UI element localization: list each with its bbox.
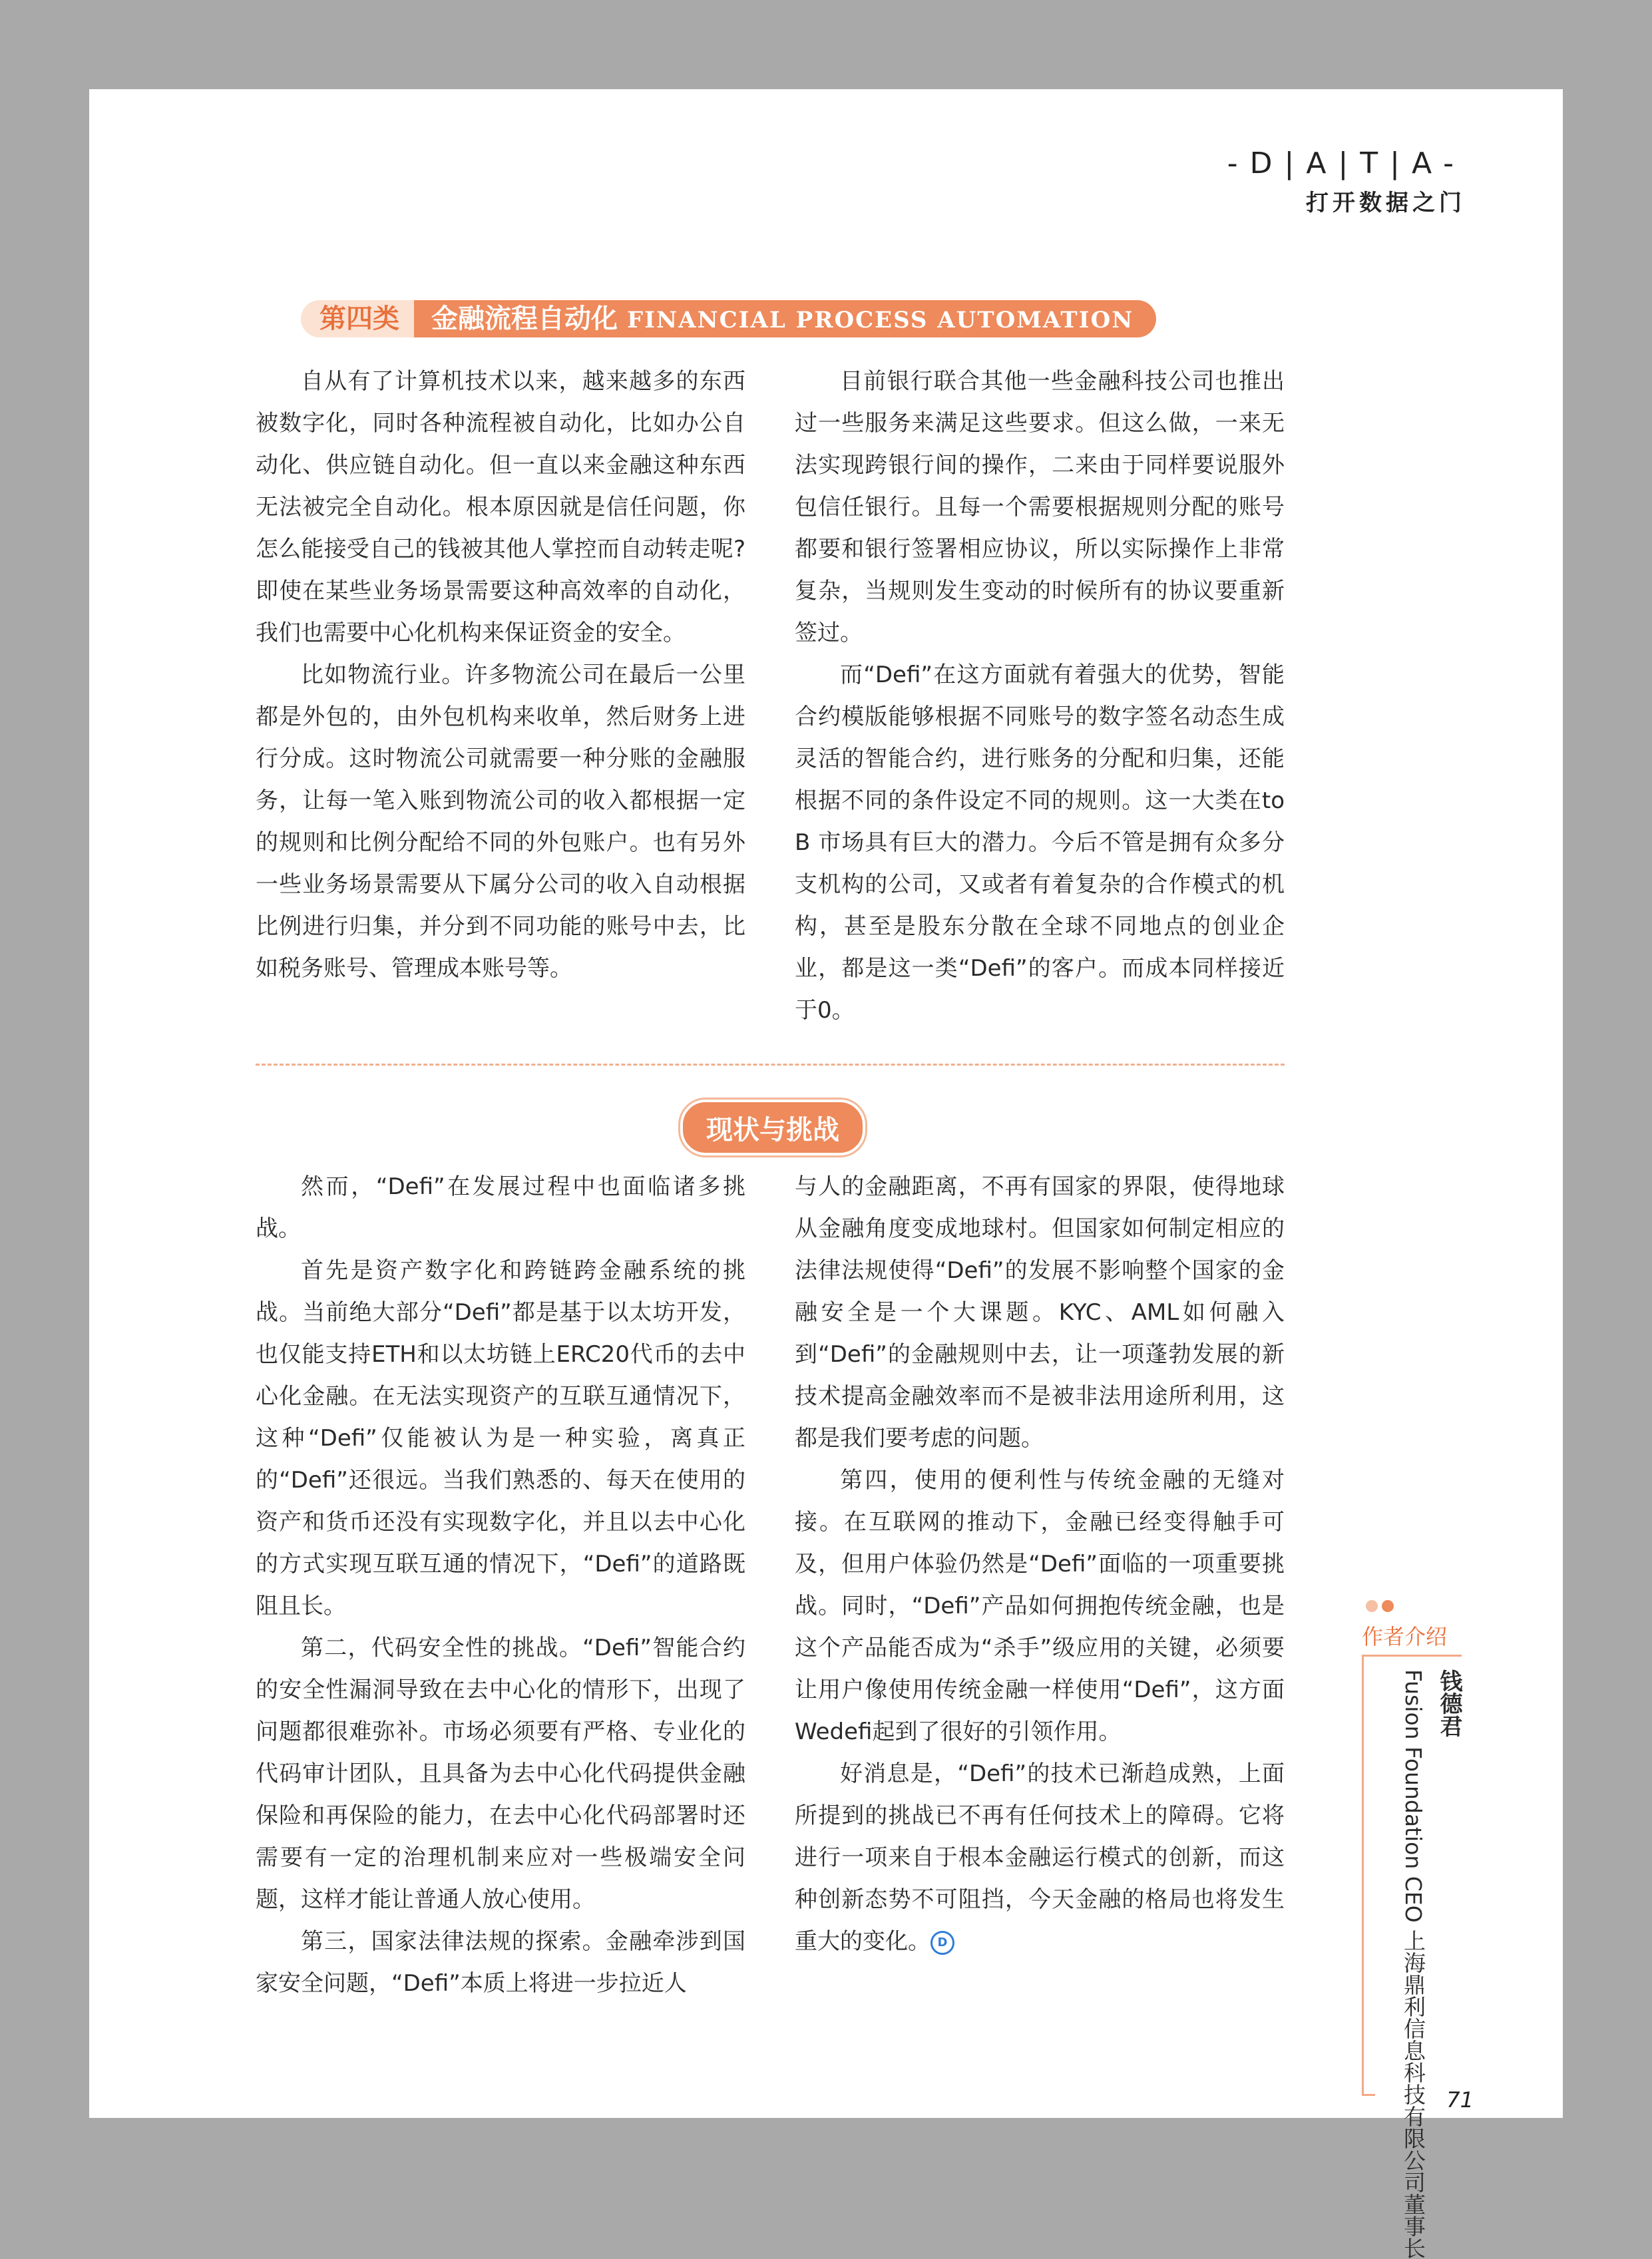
- section2-column-right: [795, 1166, 1285, 1963]
- section1-title-en: FINANCIAL PROCESS AUTOMATION: [627, 307, 1134, 333]
- dot-icon: [1366, 1600, 1378, 1612]
- section1-column-right: [795, 361, 1285, 1032]
- paragraph-text: 好消息是，“Defi”的技术已渐趋成熟，上面所提到的挑战已不再有任何技术上的障碍。它将进行一项来自于根本金融运行模式的创新，而这种创新态势不可阻挡，今天金融的格局也将发生重大的变化。: [795, 1760, 1285, 1955]
- section2-heading: 现状与挑战: [680, 1100, 865, 1155]
- author-rule-bottom: [1362, 2094, 1375, 2096]
- magazine-page: [89, 89, 1563, 2259]
- section1-category: 第四类: [301, 300, 414, 337]
- paragraph: 然而，“Defi”在发展过程中也面临诸多挑战。: [256, 1173, 745, 1242]
- dot-icon: [1382, 1600, 1394, 1612]
- logo-subtitle: 打开数据之门: [1306, 190, 1466, 216]
- paragraph: 第二，代码安全性的挑战。“Defi”智能合约的安全性漏洞导致在去中心化的情形下，出现了问题都很难弥补。市场必须要有严格、专业化的代码审计团队，且具备为去中心化代码提供金融保险和再保险的能力，在去中心化代码部署时还需要有一定的治理机制来应对一些极端安全问题，这样才能让普通人放心使用。: [256, 1635, 745, 1913]
- magazine-logo: [1227, 146, 1466, 217]
- author-rule-top: [1362, 1655, 1462, 1657]
- logo-data-word: -D|A|T|A-: [1227, 146, 1466, 180]
- section1-heading: [301, 297, 1156, 341]
- paragraph: 首先是资产数字化和跨链跨金融系统的挑战。当前绝大部分“Defi”都是基于以太坊开发，也仅能支持ETH和以太坊链上ERC20代币的去中心化金融。在无法实现资产的互联互通情况下，这种“Defi”仅能被认为是一种实验，离真正的“Defi”还很远。当我们熟悉的、每天在使用的资产和货币还没有实现数字化，并且以去中心化的方式实现互联互通的情况下，“Defi”的道路既阻且长。: [256, 1257, 745, 1619]
- paragraph: 第三，国家法律法规的探索。金融牵涉到国家安全问题，“Defi”本质上将进一步拉近人: [256, 1928, 745, 1997]
- section1-title-cn: 金融流程自动化: [431, 303, 618, 334]
- paragraph: 自从有了计算机技术以来，越来越多的东西被数字化，同时各种流程被自动化，比如办公自动化、供应链自动化。但一直以来金融这种东西无法被完全自动化。根本原因就是信任问题，你怎么能接受自己的钱被其他人掌控而自动转走呢? 即使在某些业务场景需要这种高效率的自动化，我们也需要中心化机构来保证资金的安全。: [256, 368, 745, 646]
- paragraph: 与人的金融距离，不再有国家的界限，使得地球从金融角度变成地球村。但国家如何制定相应的法律法规使得“Defi”的发展不影响整个国家的金融安全是一个大课题。KYC、AML如何融入到“Defi”的金融规则中去，让一项蓬勃发展的新技术提高金融效率而不是被非法用途所利用，这都是我们要考虑的问题。: [795, 1173, 1285, 1452]
- author-rule-side: [1362, 1655, 1364, 2094]
- section2-column-left: [256, 1166, 745, 2005]
- author-name: 钱德君: [1436, 1669, 1462, 1737]
- paragraph: 第四，使用的便利性与传统金融的无缝对接。在互联网的推动下，金融已经变得触手可及，但用户体验仍然是“Defi”面临的一项重要挑战。同时，“Defi”产品如何拥抱传统金融，也是这个产品能否成为“杀手”级应用的关键，必须要让用户像使用传统金融一样使用“Defi”，这方面Wedefi起到了很好的引领作用。: [795, 1467, 1285, 1745]
- paragraph: [795, 1753, 1285, 1963]
- section-divider: [256, 1064, 1285, 1066]
- section1-title: [414, 300, 1156, 337]
- article-end-icon: D: [930, 1931, 954, 1955]
- paragraph: 而“Defi”在这方面就有着强大的优势，智能合约模版能够根据不同账号的数字签名动态生成灵活的智能合约，进行账务的分配和归集，还能根据不同的条件设定不同的规则。这一大类在to B 市场具有巨大的潜力。今后不管是拥有众多分支机构的公司，又或者有着复杂的合作模式的机构，甚至是股东分散在全球不同地点的创业企业，都是这一类“Defi”的客户。而成本同样接近于0。: [795, 662, 1285, 1024]
- paragraph: 比如物流行业。许多物流公司在最后一公里都是外包的，由外包机构来收单，然后财务上进行分成。这时物流公司就需要一种分账的金融服务，让每一笔入账到物流公司的收入都根据一定的规则和比例分配给不同的外包账户。也有另外一些业务场景需要从下属分公司的收入自动根据比例进行归集，并分到不同功能的账号中去，比如税务账号、管理成本账号等。: [256, 662, 745, 982]
- section1-column-left: [256, 361, 745, 990]
- paragraph: 目前银行联合其他一些金融科技公司也推出过一些服务来满足这些要求。但这么做，一来无法实现跨银行间的操作，二来由于同样要说服外包信任银行。且每一个需要根据规则分配的账号都要和银行签署相应协议，所以实际操作上非常复杂，当规则发生变动的时候所有的协议要重新签过。: [795, 368, 1285, 646]
- page-number: 71: [1446, 2087, 1474, 2113]
- author-dots: [1366, 1600, 1398, 1615]
- author-title: Fusion Foundation CEO 上海鼎利信息科技有限公司董事长: [1400, 1669, 1426, 2259]
- author-label: 作者介绍: [1362, 1624, 1448, 1649]
